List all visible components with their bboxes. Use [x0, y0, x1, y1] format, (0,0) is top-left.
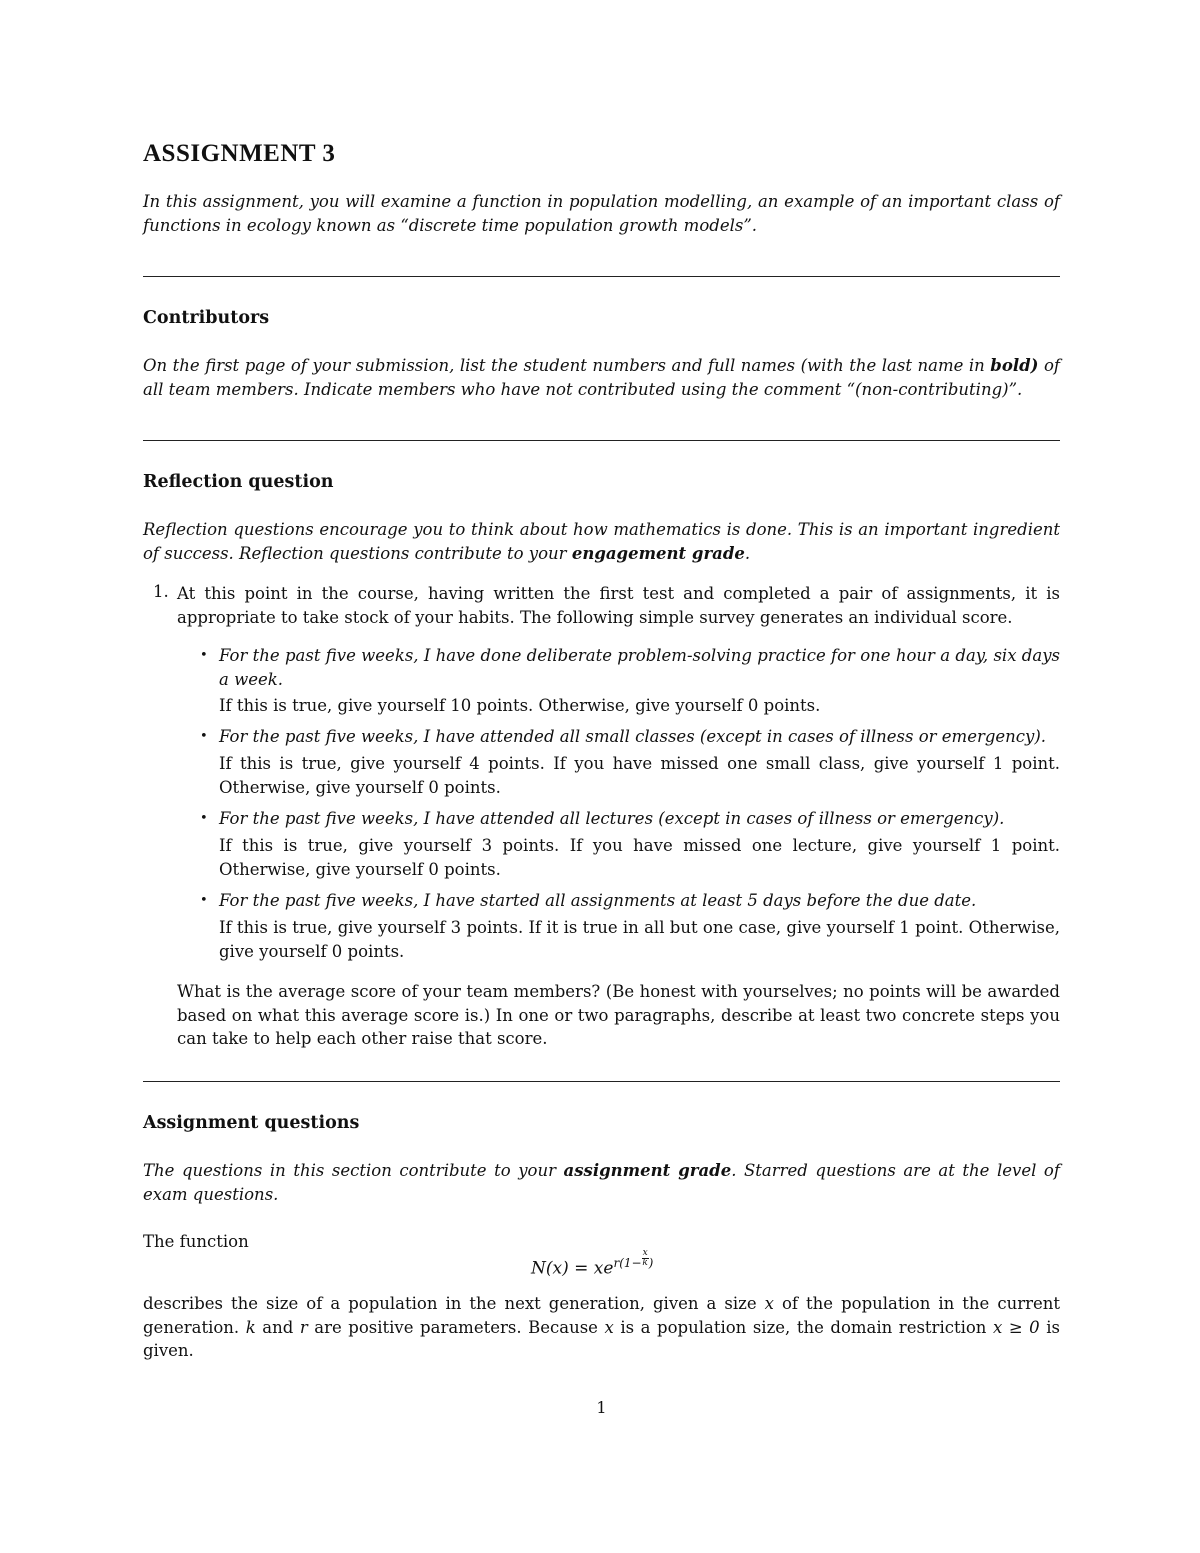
reflection-closing: What is the average score of your team members? (Be honest with yourselves; no points will be awarded based on what this average score is.) In one or two paragraphs, describe at least two concrete steps you can take to help each other raise that score. [177, 982, 1060, 1048]
var-x: x [764, 1294, 774, 1313]
bullet-icon: • [200, 893, 208, 908]
bullet-icon: • [200, 729, 208, 744]
reflection-intro [143, 518, 1060, 565]
page-number: 1 [596, 1398, 607, 1417]
survey-statement: For the past five weeks, I have attended all lectures (except in cases of illness or emergency). [219, 809, 1005, 828]
equation-lhs: N(x) = xe [531, 1258, 614, 1279]
intro-paragraph: In this assignment, you will examine a function in population modelling, an example of an important class of functions in ecology known as “discrete time population growth models”. [143, 192, 1060, 235]
reflection-intro-text: Reflection questions encourage you to think about how mathematics is done. This is an important ingredient of success. Reflection questions contribute to your [143, 520, 1060, 563]
domain-condition: x ≥ 0 [992, 1317, 1040, 1337]
equation-exponent [613, 1248, 654, 1270]
fraction-numerator: x [642, 1248, 648, 1259]
contributors-text-after: of all team members. Indicate members who have not contributed using the comment “(non-contributing)”. [143, 356, 1060, 399]
var-r: r [299, 1317, 308, 1337]
assignment-intro-end: . Starred questions are at the level of exam questions. [143, 1161, 1060, 1204]
desc-text: is given. [143, 1317, 1060, 1360]
page-title: ASSIGNMENT 3 [143, 140, 336, 167]
function-description [143, 1292, 1060, 1363]
survey-scoring: If this is true, give yourself 3 points. If you have missed one lecture, give yourself 1 point. Otherwise, give yourself 0 points. [219, 836, 1060, 879]
fraction-denominator: k [642, 1258, 648, 1269]
bullet-icon: • [200, 648, 208, 663]
function-equation [531, 1248, 654, 1279]
reflection-heading: Reflection question [143, 472, 334, 492]
question-1-text: At this point in the course, having written the first test and completed a pair of assignments, it is appropriate to take stock of your habits. The following simple survey generates an individual score. [177, 584, 1060, 627]
desc-text: are positive parameters. Because [307, 1317, 605, 1337]
exponent-open: (1− [619, 1256, 642, 1270]
exponent-r: r [613, 1256, 620, 1270]
section-divider [143, 1081, 1060, 1082]
desc-text: is a population size, the domain restriction [613, 1317, 993, 1337]
contributors-paragraph [143, 354, 1060, 401]
var-k: k [245, 1317, 256, 1337]
contributors-heading: Contributors [143, 308, 270, 328]
survey-scoring: If this is true, give yourself 4 points. If you have missed one small class, give yourself 1 point. Otherwise, give yourself 0 points. [219, 754, 1060, 797]
assignment-intro [143, 1159, 1060, 1206]
assignment-intro-text: The questions in this section contribute to your [143, 1161, 564, 1180]
exponent-fraction [642, 1249, 649, 1268]
document-page [143, 0, 1060, 1553]
reflection-intro-end: . [744, 543, 751, 563]
desc-text: describes the size of a population in the next generation, given a size [143, 1294, 765, 1313]
survey-statement: For the past five weeks, I have attended all small classes (except in cases of illness or emergency). [219, 727, 1047, 746]
var-x: x [604, 1317, 614, 1337]
question-number: 1. [153, 582, 169, 601]
desc-text: of the population in the current generation. [143, 1294, 1060, 1337]
exponent-close: ) [648, 1256, 654, 1270]
contributors-text-before: On the first page of your submission, list the student numbers and full names (with the last name in [143, 356, 991, 375]
desc-text: and [255, 1317, 300, 1337]
section-divider [143, 440, 1060, 441]
survey-scoring: If this is true, give yourself 3 points. If it is true in all but one case, give yourself 1 point. Otherwise, give yourself 0 points. [219, 918, 1060, 961]
assignment-grade-label: assignment grade [563, 1161, 732, 1180]
contributors-bold-word: bold) [990, 356, 1039, 375]
engagement-grade-label: engagement grade [571, 543, 745, 563]
survey-scoring: If this is true, give yourself 10 points. Otherwise, give yourself 0 points. [219, 696, 821, 715]
survey-statement: For the past five weeks, I have done deliberate problem-solving practice for one hour a day, six days a week. [219, 646, 1060, 689]
bullet-icon: • [200, 811, 208, 826]
survey-statement: For the past five weeks, I have started all assignments at least 5 days before the due date. [219, 891, 977, 910]
section-divider [143, 276, 1060, 277]
function-label: The function [143, 1232, 249, 1251]
assignment-heading: Assignment questions [143, 1113, 360, 1133]
